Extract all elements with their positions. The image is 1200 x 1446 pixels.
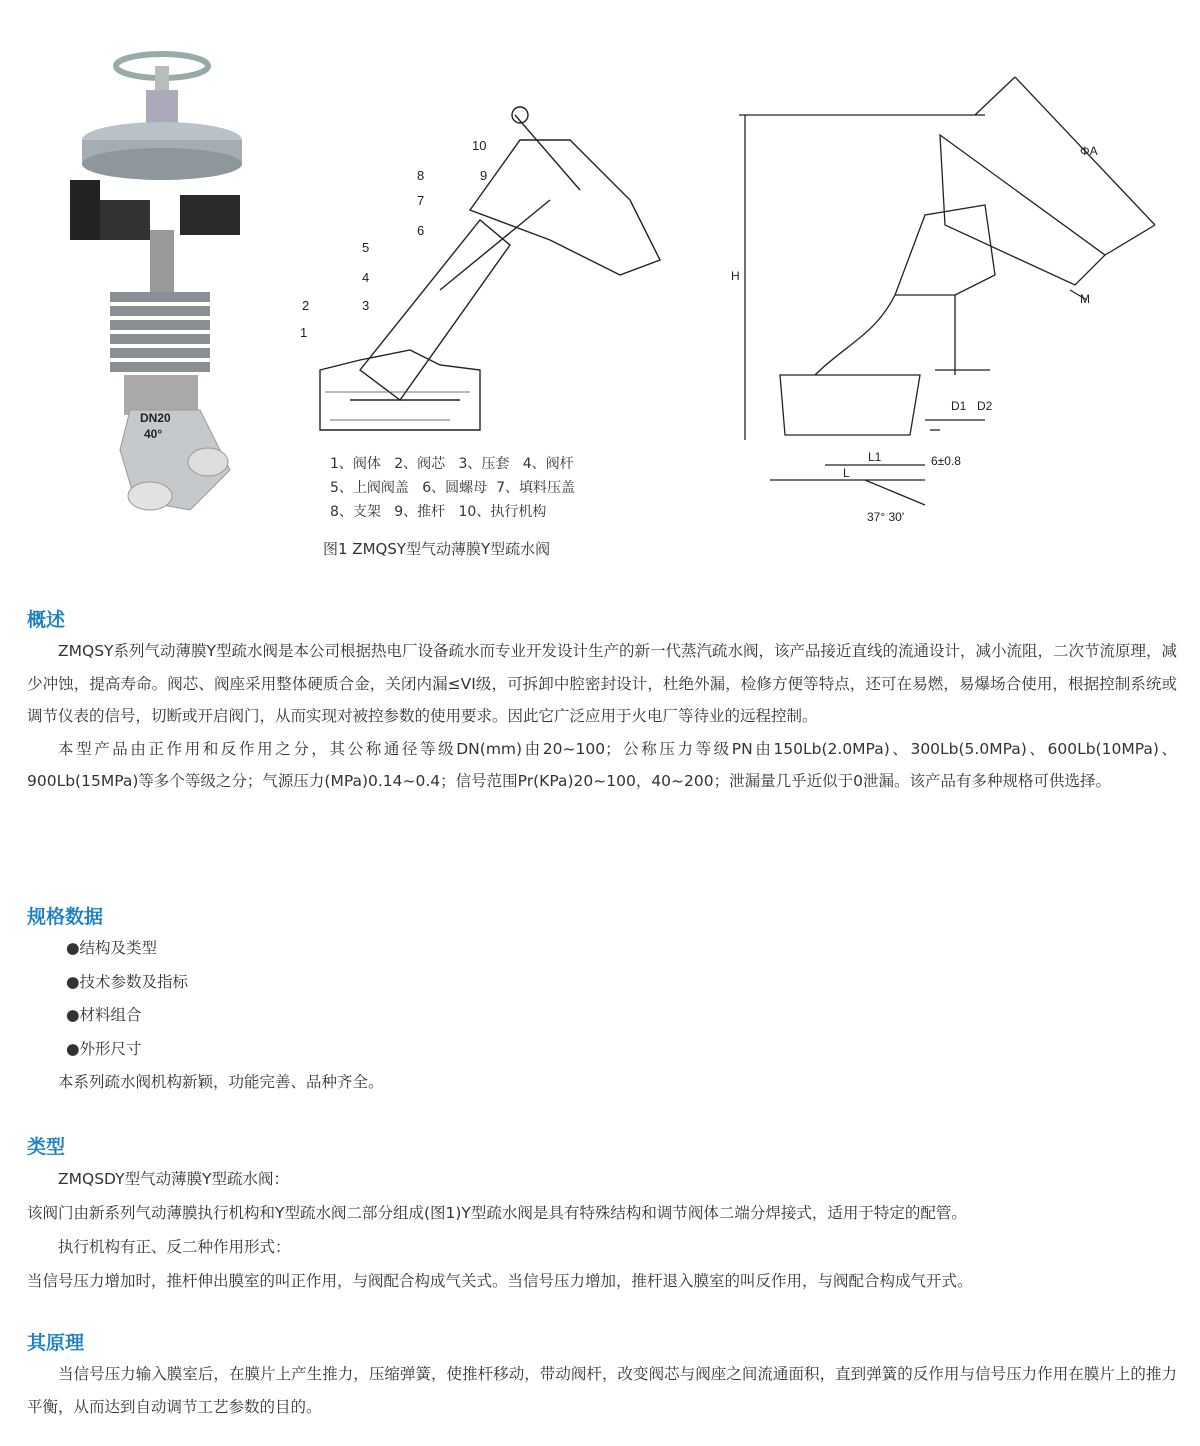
- dim-phiA: ΦA: [1080, 144, 1098, 158]
- paragraph: 该阀门由新系列气动薄膜执行机构和Y型疏水阀二部分组成(图1)Y型疏水阀是具有特殊结构和调节阀体二端分焊接式，适用于特定的配管。: [27, 1204, 967, 1222]
- photo-model-text: DN20: [140, 411, 171, 425]
- bullet-item: ●结构及类型: [66, 939, 158, 957]
- dim-D2: D2: [977, 399, 993, 413]
- bullet-item: ●外形尺寸: [66, 1039, 142, 1058]
- section-principle: [27, 1328, 1177, 1423]
- valve-section-drawing: [290, 100, 690, 440]
- valve-dimension-drawing: [725, 75, 1185, 535]
- legend-line: 1、阀体 2、阀芯 3、压套 4、阀杆: [330, 456, 574, 472]
- part-number-9: 9: [480, 168, 488, 183]
- section-title: 规格数据: [27, 906, 104, 928]
- bullet-item: ●技术参数及指标: [66, 972, 189, 991]
- parts-legend: [330, 452, 575, 524]
- dim-M: M: [1080, 292, 1090, 306]
- part-number-10: 10: [472, 138, 487, 153]
- legend-line: 8、支架 9、推杆 10、执行机构: [330, 504, 547, 520]
- dim-angle: 37° 30': [867, 510, 905, 524]
- part-number-3: 3: [362, 298, 370, 313]
- paragraph: 本型产品由正作用和反作用之分，其公称通径等级DN(mm)由20~100；公称压力等级PN由150Lb(2.0MPa)、300Lb(5.0MPa)、600Lb(10MPa)、900Lb(15MPa)等多个等级之分；气源压力(MPa)0.14~0.4；信号范围Pr(KPa)20~100，40~200；泄漏量几乎近似于0泄漏。该产品有多种规格可供选择。: [27, 739, 1177, 790]
- part-number-5: 5: [362, 240, 370, 255]
- section-overview: [27, 605, 1177, 798]
- dim-H: H: [731, 269, 740, 283]
- dim-tolerance: 6±0.8: [931, 454, 961, 468]
- dim-L1: L1: [868, 450, 882, 464]
- section-spec-data: [27, 902, 1177, 1100]
- bullet-item: ●材料组合: [66, 1006, 142, 1024]
- part-number-6: 6: [417, 223, 425, 238]
- paragraph: 当信号压力增加时，推杆伸出膜室的叫正作用，与阀配合构成气关式。当信号压力增加，推杆退入膜室的叫反作用，与阀配合构成气开式。: [27, 1272, 973, 1290]
- dim-D1: D1: [951, 399, 967, 413]
- paragraph: 执行机构有正、反二种作用形式：: [58, 1238, 291, 1256]
- part-number-8: 8: [417, 168, 425, 183]
- section-title: 类型: [27, 1136, 66, 1158]
- part-number-1: 1: [300, 325, 308, 340]
- section-type: [27, 1132, 1177, 1298]
- paragraph: ZMQSY系列气动薄膜Y型疏水阀是本公司根据热电厂设备疏水而专业开发设计生产的新一代蒸汽疏水阀，该产品接近直线的流通设计，减小流阻，二次节流原理，减少冲蚀，提高寿命。阀芯、阀座采用整体硬质合金，关闭内漏≤VI级，可拆卸中腔密封设计，杜绝外漏，检修方便等特点，还可在易燃，易爆场合使用，根据控制系统或调节仪表的信号，切断或开启阀门，从而实现对被控参数的使用要求。因此它广泛应用于火电厂等待业的远程控制。: [27, 642, 1177, 725]
- part-number-2: 2: [302, 298, 310, 313]
- part-number-7: 7: [417, 193, 425, 208]
- figure-area: [0, 0, 1200, 590]
- section-title: 概述: [27, 609, 66, 631]
- paragraph: ZMQSDY型气动薄膜Y型疏水阀：: [58, 1170, 290, 1188]
- part-number-4: 4: [362, 270, 370, 285]
- figure-caption: 图1 ZMQSY型气动薄膜Y型疏水阀: [323, 540, 551, 558]
- section-title: 其原理: [27, 1332, 85, 1354]
- paragraph: 本系列疏水阀机构新颖，功能完善、品种齐全。: [58, 1073, 384, 1091]
- dim-L: L: [843, 466, 850, 480]
- valve-photo: [40, 30, 310, 550]
- legend-line: 5、上阀阀盖 6、圆螺母 7、填料压盖: [330, 480, 575, 496]
- photo-angle-text: 40°: [144, 427, 163, 441]
- paragraph: 当信号压力输入膜室后，在膜片上产生推力，压缩弹簧，使推杆移动，带动阀杆，改变阀芯与阀座之间流通面积，直到弹簧的反作用与信号压力作用在膜片上的推力平衡，从而达到自动调节工艺参数的目的。: [27, 1365, 1177, 1416]
